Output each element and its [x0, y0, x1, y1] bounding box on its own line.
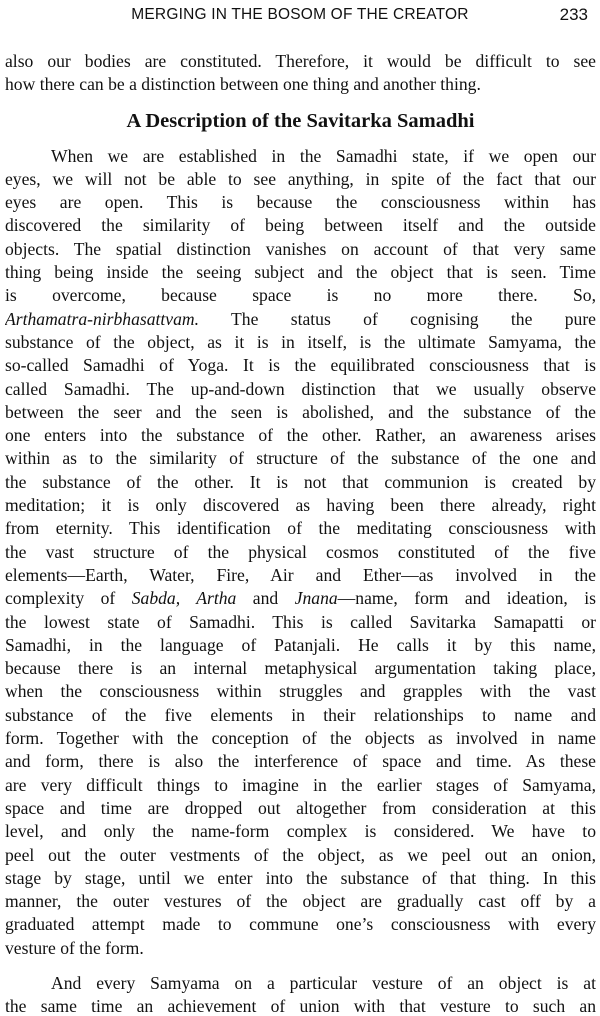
text-run: and [236, 588, 295, 609]
paragraph-spacer [5, 960, 596, 972]
text-line: And every Samyama on a particular vesture of an object is at [51, 972, 596, 993]
body-text [5, 50, 596, 1016]
text-line: the lowest state of Samadhi. This is called Savitarka Samapatti or [5, 611, 596, 632]
text-line: Samadhi, in the language of Patanjali. He calls it by this name, [5, 634, 596, 655]
text-run: complexity of [5, 588, 132, 609]
text-line: manner, the outer vestures of the object are gradually cast off by a [5, 891, 596, 912]
page-number: 233 [559, 5, 588, 24]
paragraph-savitarka [5, 145, 596, 960]
text-line: form. Together with the conception of the objects as involved in name [5, 728, 596, 749]
text-line: one enters into the substance of the other. Rather, an awareness arises [5, 425, 596, 446]
text-line: the same time an achievement of union with that vesture to such an [5, 996, 596, 1016]
italic-term: Sabda, Artha [131, 588, 237, 609]
text-line [5, 308, 596, 331]
text-run: —name, form and ideation, is [337, 588, 596, 609]
section-heading: A Description of the Savitarka Samadhi [126, 109, 475, 132]
text-run: The status of cognising the pure [199, 308, 596, 329]
text-line: discovered the similarity of being between itself and the outside [5, 215, 596, 236]
text-line: are very difficult things to imagine in the earlier stages of Samyama, [5, 774, 596, 795]
text-line: objects. The spatial distinction vanishes on account of that very same [5, 238, 596, 259]
text-line: thing being inside the seeing subject and the object that is seen. Time [5, 262, 596, 283]
text-line: and form, there is also the interference of space and time. As these [5, 751, 596, 772]
text-line: graduated attempt made to commune one’s consciousness with every [5, 914, 596, 935]
text-line: because there is an internal metaphysical argumentation taking place, [5, 658, 596, 679]
text-line: When we are established in the Samadhi state, if we open our [51, 145, 596, 166]
text-line: within as to the similarity of structure of the substance of the one and [5, 448, 596, 469]
paragraph-continued [5, 50, 596, 97]
text-line: level, and only the name-form complex is considered. We have to [5, 821, 596, 842]
text-line: also our bodies are constituted. Therefore, it would be difficult to see [5, 51, 596, 71]
text-line: vesture of the form. [5, 937, 144, 958]
text-line: space and time are dropped out altogether from consideration at this [5, 797, 596, 818]
text-line: eyes, we will not be able to see anything, in spite of the fact that our [5, 168, 596, 189]
text-line: between the seer and the seen is abolished, and the substance of the [5, 401, 596, 422]
paragraph-samyama [5, 972, 596, 1016]
text-line: is overcome, because space is no more there. So, [5, 285, 596, 306]
text-line: meditation; it is only discovered as having been there already, right [5, 495, 596, 516]
text-line: stage by stage, until we enter into the substance of that thing. In this [5, 867, 596, 888]
text-line: so-called Samadhi of Yoga. It is the equilibrated consciousness that is [5, 355, 596, 376]
text-line: substance of the five elements in their relationships to name and [5, 704, 596, 725]
text-line: how there can be a distinction between one thing and another thing. [5, 74, 481, 95]
text-line: peel out the outer vestments of the object, as we peel out an onion, [5, 844, 596, 865]
text-line: the vast structure of the physical cosmos constituted of the five [5, 541, 596, 562]
italic-term: Arthamatra-nirbhasattvam. [5, 308, 200, 329]
running-head [0, 5, 600, 29]
text-line: when the consciousness within struggles and grapples with the vast [5, 681, 596, 702]
running-title: MERGING IN THE BOSOM OF THE CREATOR [131, 6, 469, 23]
italic-term: Jnana [294, 588, 338, 609]
text-line: called Samadhi. The up-and-down distinction that we usually observe [5, 378, 596, 399]
text-line: elements—Earth, Water, Fire, Air and Ether—as involved in the [5, 564, 596, 585]
text-line: substance of the object, as it is in itself, is the ultimate Samyama, the [5, 331, 596, 352]
text-line: the substance of the other. It is not that communion is created by [5, 471, 596, 492]
text-line [5, 587, 596, 610]
text-line: from eternity. This identification of the meditating consciousness with [5, 518, 596, 539]
text-line: eyes are open. This is because the consciousness within has [5, 192, 596, 213]
